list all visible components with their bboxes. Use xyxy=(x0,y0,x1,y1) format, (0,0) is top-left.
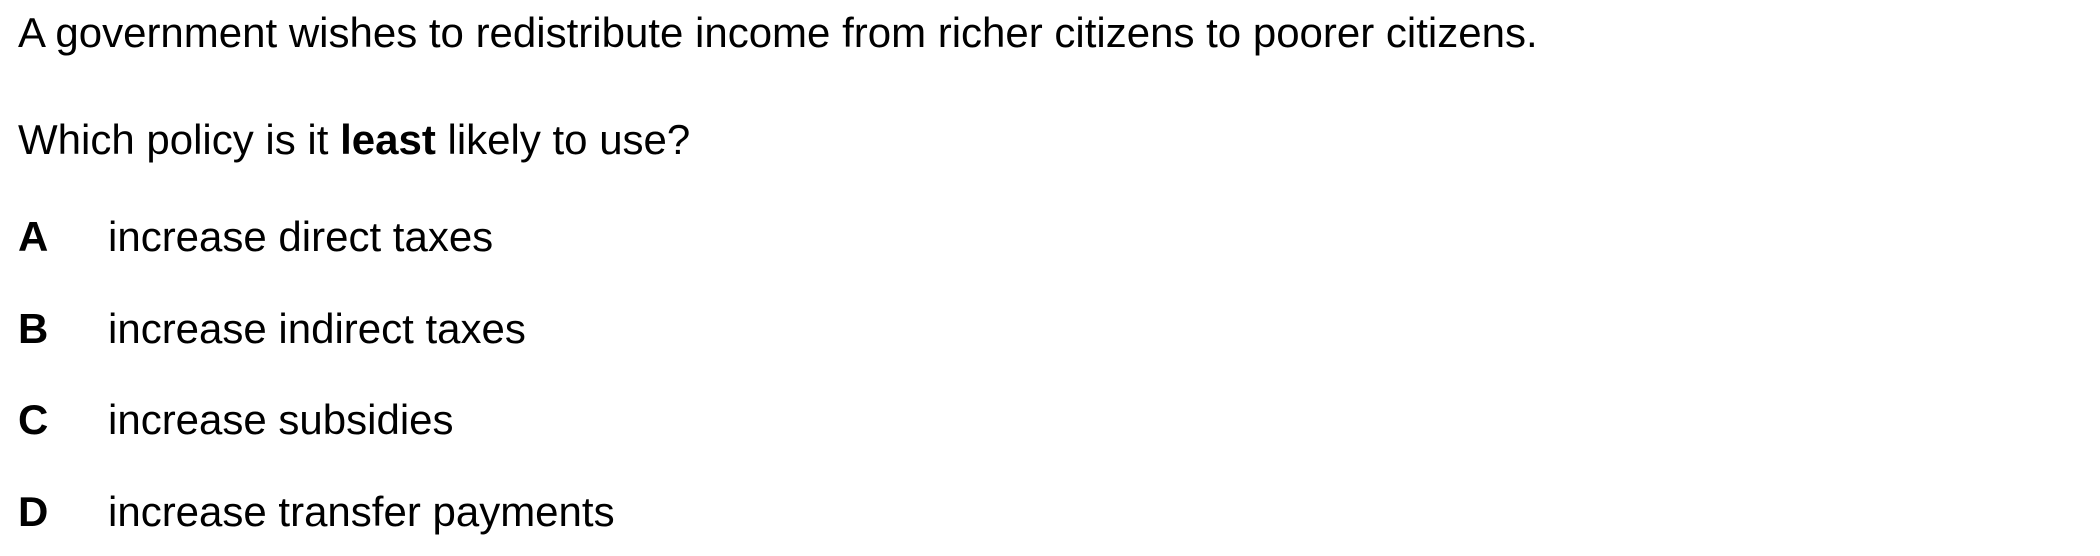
prompt-text-end: likely to use? xyxy=(435,116,691,163)
option-text: increase direct taxes xyxy=(108,213,494,260)
option-letter: D xyxy=(18,488,49,535)
option-text: increase indirect taxes xyxy=(108,305,526,352)
prompt-text-start: Which policy is it xyxy=(18,116,341,163)
prompt-emphasis: least xyxy=(340,116,436,163)
option-letter: C xyxy=(18,396,49,443)
option-text: increase transfer payments xyxy=(108,488,615,535)
option-text: increase subsidies xyxy=(108,396,454,443)
question-stem: A government wishes to redistribute income from richer citizens to poorer citizens. xyxy=(18,9,1538,56)
option-letter: A xyxy=(18,213,49,260)
option-letter: B xyxy=(18,305,49,352)
question-prompt xyxy=(18,115,690,165)
